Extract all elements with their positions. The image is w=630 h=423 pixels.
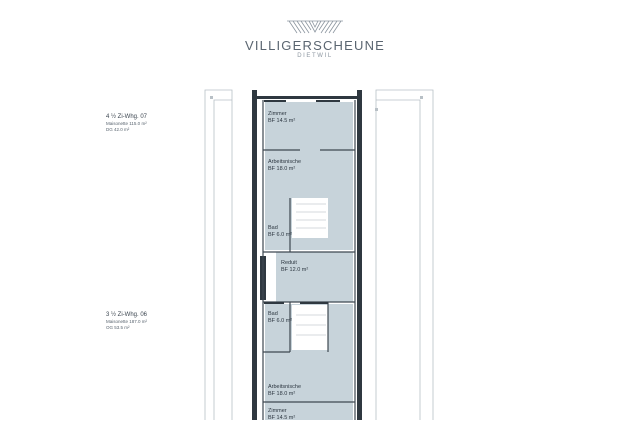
room-name: Zimmer <box>268 111 287 117</box>
apartment-area-total: Maisonette 115.0 m² <box>106 121 147 127</box>
room-area: BF 6.0 m² <box>268 232 293 239</box>
room-area: BF 6.0 m² <box>268 318 293 325</box>
apartment-area-total: Maisonette 187.0 m² <box>106 319 148 325</box>
brand-location: DIETWIL <box>297 53 333 59</box>
room-label <box>268 311 292 326</box>
room-label <box>268 384 301 399</box>
room-area: BF 14.5 m² <box>268 118 296 125</box>
apartment-area-floor: OG 53.5 m² <box>106 325 130 331</box>
room-area: BF 18.0 m² <box>268 391 296 398</box>
room-area: BF 12.0 m² <box>281 267 309 274</box>
room-area: BF 14.5 m² <box>268 415 296 422</box>
room-name: Bad <box>268 311 278 317</box>
room-name: Arbeitsnische <box>268 384 302 390</box>
room-name: Zimmer <box>268 408 287 414</box>
room-name: Bad <box>268 225 278 231</box>
brand-name: VILLIGERSCHEUNE <box>244 38 386 53</box>
apartment-title: 3 ½ Zi-Whg. 06 <box>106 312 148 318</box>
room-label <box>268 111 295 126</box>
room-name: Reduit <box>281 260 297 266</box>
room-name: Arbeitsnische <box>268 159 302 165</box>
room-label <box>268 159 301 174</box>
room-label <box>268 408 295 423</box>
room-label <box>281 260 308 275</box>
room-label <box>268 225 292 240</box>
apartment-title: 4 ½ Zi-Whg. 07 <box>106 114 148 120</box>
apartment-area-floor: DG 42.0 m² <box>106 127 130 133</box>
room-area: BF 18.0 m² <box>268 166 296 173</box>
